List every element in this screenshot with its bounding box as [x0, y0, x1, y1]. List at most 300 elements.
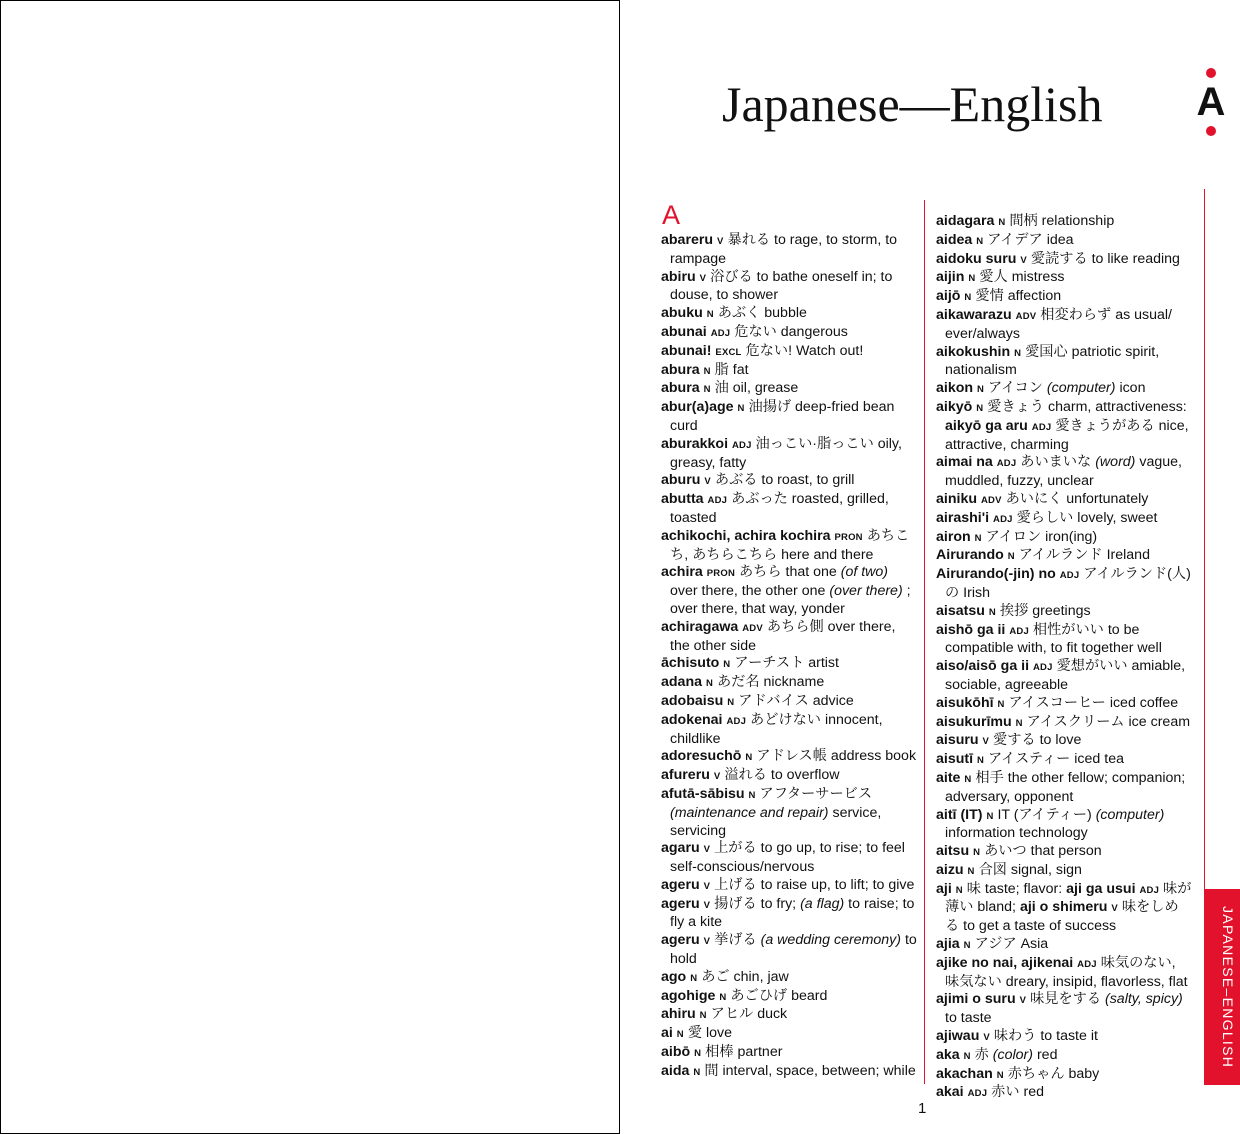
japanese-script: 愛人 — [979, 269, 1008, 286]
dictionary-entry — [661, 232, 919, 269]
part-of-speech: N — [968, 273, 976, 285]
dictionary-entry — [661, 896, 919, 933]
english-gloss: nice, attractive, charming — [945, 417, 1189, 453]
english-gloss: to hold — [670, 932, 917, 968]
english-gloss: that one — [785, 564, 837, 581]
japanese-script: 溢れる — [724, 767, 767, 784]
japanese-script: 危ない — [734, 323, 777, 340]
dictionary-entry — [936, 862, 1192, 881]
headword: ajiwau — [936, 1028, 980, 1045]
dictionary-entry — [661, 362, 919, 381]
dictionary-entry — [936, 1028, 1192, 1047]
page-frame-left — [0, 0, 1, 1134]
column-divider — [924, 200, 925, 1084]
part-of-speech: N — [1007, 551, 1015, 563]
headword: aitī (IT) — [936, 806, 983, 823]
english-gloss: bland; — [977, 899, 1016, 916]
part-of-speech: N — [690, 972, 698, 984]
headword: aburu — [661, 472, 701, 489]
headword: aikokushin — [936, 343, 1011, 360]
part-of-speech: V — [703, 899, 711, 911]
part-of-speech: ADJ — [707, 495, 728, 507]
usage-note: (of two) — [840, 564, 889, 581]
dictionary-entry — [936, 399, 1192, 454]
japanese-script: 合図 — [978, 861, 1007, 878]
japanese-script: 味 — [966, 880, 981, 897]
english-gloss: beard — [791, 987, 828, 1004]
part-of-speech: ADJ — [1077, 958, 1097, 970]
english-gloss: affection — [1007, 288, 1062, 305]
part-of-speech: N — [705, 678, 714, 690]
headword: abiru — [661, 268, 696, 285]
japanese-script: アドバイス — [738, 692, 809, 709]
part-of-speech: ADJ — [967, 1088, 988, 1100]
usage-note: (computer) — [1046, 380, 1116, 397]
dictionary-entry — [936, 732, 1192, 751]
dictionary-entry — [661, 840, 919, 877]
dictionary-entry — [936, 770, 1192, 807]
headword: ago — [661, 968, 687, 985]
english-gloss: Watch out! — [795, 342, 864, 359]
english-gloss: to like reading — [1091, 250, 1180, 267]
headword: aji o shimeru — [1019, 899, 1108, 916]
dictionary-entry — [936, 936, 1192, 955]
japanese-script: あだ名 — [716, 674, 760, 691]
headword: aji ga usui — [1066, 880, 1136, 897]
english-gloss: artist — [808, 655, 839, 672]
headword: aizu — [936, 861, 964, 878]
dictionary-entry — [661, 877, 919, 896]
headword: adana — [661, 674, 703, 691]
english-gloss: mistress — [1011, 269, 1065, 286]
part-of-speech: ADV — [742, 622, 763, 634]
part-of-speech: N — [996, 1069, 1004, 1081]
headword: ageru — [661, 895, 700, 912]
english-gloss: amiable, sociable, agreeable — [945, 658, 1186, 693]
japanese-script: アイロン — [985, 528, 1042, 545]
dictionary-entry — [661, 269, 919, 306]
part-of-speech: N — [693, 1066, 701, 1078]
headword: achiragawa — [661, 618, 739, 635]
headword: aikyō — [936, 398, 973, 415]
part-of-speech: N — [699, 1010, 707, 1022]
dictionary-entry — [936, 714, 1192, 733]
english-gloss: here and there — [781, 546, 874, 563]
japanese-script: あごひげ — [730, 987, 788, 1004]
english-gloss: to get a taste of success — [963, 918, 1117, 935]
japanese-script: 挨拶 — [999, 602, 1029, 619]
dictionary-entry — [936, 622, 1192, 659]
english-gloss: over there, the other side — [670, 618, 896, 654]
english-gloss: as usual/ ever/always — [945, 306, 1172, 342]
dictionary-entry — [936, 344, 1192, 381]
dictionary-entry — [661, 767, 919, 786]
japanese-script: アイルランド(人)の — [945, 566, 1191, 601]
dictionary-entry — [936, 269, 1192, 288]
english-gloss: chin, jaw — [733, 968, 789, 985]
japanese-script: 危ない! — [745, 342, 793, 359]
english-gloss: duck — [757, 1006, 788, 1023]
dictionary-entry — [936, 566, 1192, 603]
headword: akachan — [936, 1065, 993, 1082]
dictionary-entry — [661, 619, 919, 656]
part-of-speech: N — [723, 659, 731, 671]
japanese-script: あぶった — [731, 491, 788, 508]
headword: adokenai — [661, 711, 723, 728]
margin-rule — [1204, 189, 1205, 889]
part-of-speech: V — [703, 844, 711, 856]
part-of-speech: V — [983, 1032, 990, 1044]
dictionary-entry — [936, 658, 1192, 695]
part-of-speech: V — [699, 272, 707, 284]
headword: aitsu — [936, 843, 970, 860]
english-gloss: advice — [812, 692, 854, 709]
headword: aida — [661, 1062, 690, 1079]
japanese-script: 油 — [714, 380, 729, 397]
dictionary-entry — [936, 955, 1192, 992]
english-gloss: baby — [1068, 1065, 1100, 1082]
japanese-script: 揚げる — [714, 895, 757, 912]
dictionary-entry — [936, 213, 1192, 232]
headword: aikon — [936, 380, 974, 397]
part-of-speech: PRON — [706, 568, 736, 580]
dictionary-entry — [661, 472, 919, 491]
dictionary-entry — [661, 380, 919, 399]
english-gloss: unfortunately — [1066, 490, 1149, 507]
headword: aidea — [936, 231, 973, 248]
dictionary-entry — [661, 693, 919, 712]
headword: airashi'i — [936, 509, 990, 526]
part-of-speech: ADJ — [1009, 625, 1029, 637]
dictionary-entry — [936, 510, 1192, 529]
headword: afureru — [661, 767, 710, 784]
headword: aisukurīmu — [936, 713, 1012, 730]
part-of-speech: ADV — [1015, 310, 1037, 322]
dictionary-entry — [661, 932, 919, 969]
japanese-script: アイルランド — [1018, 547, 1103, 564]
part-of-speech: ADJ — [1033, 662, 1053, 674]
headword: achikochi, achira kochira — [661, 527, 831, 544]
dictionary-entry — [936, 1047, 1192, 1066]
dictionary-entry — [661, 528, 919, 565]
japanese-script: 間 — [704, 1062, 719, 1079]
english-gloss: oil, grease — [732, 380, 799, 397]
english-gloss: icon — [1119, 380, 1146, 397]
japanese-script: 油揚げ — [748, 399, 792, 416]
dictionary-entry — [936, 751, 1192, 770]
japanese-script: 油っこい·脂っこい — [755, 435, 874, 452]
japanese-script: あぶる — [714, 472, 758, 489]
headword: aisatsu — [936, 602, 985, 619]
english-gloss: fat — [732, 361, 749, 378]
japanese-script: 間柄 — [1009, 213, 1038, 229]
part-of-speech: N — [986, 810, 994, 822]
part-of-speech: N — [1015, 717, 1023, 729]
english-gloss: vague, muddled, fuzzy, unclear — [945, 454, 1182, 490]
dictionary-entry — [936, 251, 1192, 270]
english-gloss: information technology — [945, 825, 1088, 842]
english-gloss: iron(ing) — [1045, 528, 1098, 545]
headword: ageru — [661, 932, 700, 949]
headword: aisutī — [936, 751, 974, 768]
dictionary-entry — [936, 843, 1192, 862]
dictionary-entry — [661, 324, 919, 343]
headword: abunai! — [661, 342, 712, 359]
japanese-script: あご — [701, 968, 730, 985]
section-letter: A — [662, 200, 681, 230]
english-gloss: to be compatible with, to fit together well — [945, 621, 1162, 657]
english-gloss: roasted, grilled, toasted — [670, 491, 889, 526]
headword: afutā-sābisu — [661, 785, 745, 802]
dictionary-entry — [661, 1006, 919, 1025]
page-number: 1 — [918, 1100, 927, 1117]
dictionary-entry — [936, 1084, 1192, 1103]
headword: achira — [661, 564, 703, 581]
right-page — [620, 0, 1240, 1134]
japanese-script: あどけない — [750, 711, 821, 728]
page-title: Japanese—English — [722, 76, 1103, 132]
dictionary-entry — [936, 603, 1192, 622]
english-gloss: to love — [1039, 732, 1082, 749]
japanese-script: アーチスト — [734, 655, 805, 672]
japanese-script: あぶく — [717, 305, 761, 322]
usage-note: (over there) — [829, 583, 903, 600]
english-gloss: to rage, to storm, to rampage — [670, 232, 898, 267]
english-gloss: to fry; — [760, 895, 797, 912]
japanese-script: 味気のない, 味気ない — [945, 954, 1176, 990]
dictionary-entry — [936, 232, 1192, 251]
headword: abur(a)age — [661, 399, 734, 416]
part-of-speech: ADJ — [710, 327, 731, 339]
headword: ai — [661, 1025, 673, 1042]
japanese-script: 上がる — [714, 840, 757, 857]
english-gloss: to overflow — [770, 767, 840, 784]
dictionary-entry — [661, 436, 919, 473]
badge-dot-icon — [1206, 126, 1216, 136]
japanese-script: 挙げる — [714, 932, 757, 949]
headword: aisuru — [936, 732, 979, 749]
dictionary-entry — [936, 547, 1192, 566]
headword: aiso/aisō ga ii — [936, 658, 1030, 675]
headword: aijō — [936, 288, 961, 305]
english-gloss: love — [705, 1025, 732, 1042]
part-of-speech: N — [694, 1048, 702, 1060]
english-gloss: to roast, to grill — [761, 472, 855, 489]
english-gloss: iced coffee — [1109, 694, 1179, 711]
badge-letter: A — [1196, 80, 1226, 124]
japanese-script: 味が薄い — [945, 880, 1192, 916]
headword: aibō — [661, 1044, 691, 1061]
dictionary-entry — [661, 748, 919, 767]
japanese-script: 相性がいい — [1032, 621, 1104, 638]
headword: abutta — [661, 491, 704, 508]
headword: abura — [661, 361, 700, 378]
part-of-speech: N — [1014, 347, 1022, 359]
dictionary-entry — [936, 1066, 1192, 1085]
english-gloss: deep-fried bean curd — [670, 399, 895, 434]
english-gloss: Asia — [1020, 936, 1049, 953]
part-of-speech: V — [713, 771, 721, 783]
dictionary-entry — [661, 712, 919, 749]
headword: aite — [936, 769, 961, 786]
english-gloss: Irish — [963, 584, 990, 601]
part-of-speech: ADJ — [731, 439, 752, 451]
headword: aikawarazu — [936, 306, 1012, 323]
english-gloss: to taste — [945, 1010, 992, 1027]
headword: agaru — [661, 840, 700, 857]
japanese-script: 赤ちゃん — [1007, 1065, 1065, 1082]
headword: Airurando(-jin) no — [936, 566, 1056, 583]
english-gloss: red — [1036, 1046, 1058, 1063]
dictionary-entry — [936, 491, 1192, 510]
japanese-script: 愛きょうがある — [1055, 417, 1155, 434]
japanese-script: アイスクリーム — [1026, 713, 1125, 730]
japanese-script: 愛 — [687, 1025, 703, 1042]
dictionary-entry — [936, 991, 1192, 1028]
japanese-script: 赤い — [991, 1084, 1020, 1101]
dictionary-entry — [936, 529, 1192, 548]
japanese-script: あいつ — [984, 843, 1027, 860]
dictionary-entry — [661, 1025, 919, 1044]
headword: abura — [661, 380, 700, 397]
headword: aisukōhī — [936, 694, 994, 711]
english-gloss: to raise up, to lift; to give — [760, 876, 915, 893]
japanese-script: 相変わらず — [1040, 306, 1112, 323]
dictionary-entry — [661, 343, 919, 362]
part-of-speech: N — [976, 402, 984, 414]
part-of-speech: ADJ — [1031, 421, 1052, 433]
japanese-script: アヒル — [710, 1006, 754, 1023]
english-gloss: dangerous — [780, 323, 848, 340]
japanese-script: アイスティー — [988, 751, 1071, 768]
japanese-script: 相手 — [975, 769, 1004, 786]
headword: aijin — [936, 269, 965, 286]
english-gloss: to taste it — [1040, 1028, 1098, 1045]
dictionary-entry — [661, 491, 919, 528]
part-of-speech: ADJ — [1059, 570, 1080, 582]
part-of-speech: N — [727, 696, 735, 708]
part-of-speech: N — [964, 773, 972, 785]
usage-note: (a flag) — [800, 895, 845, 912]
part-of-speech: V — [1111, 903, 1118, 915]
headword: ainiku — [936, 490, 977, 507]
part-of-speech: N — [703, 384, 711, 396]
part-of-speech: N — [998, 217, 1006, 228]
japanese-script: あいまいな — [1020, 454, 1092, 471]
japanese-script: 浴びる — [710, 268, 753, 285]
english-gloss: nickname — [763, 674, 825, 691]
part-of-speech: V — [704, 476, 711, 488]
english-gloss: ; over there, that way, yonder — [670, 583, 911, 617]
part-of-speech: ADV — [980, 494, 1002, 506]
part-of-speech: N — [973, 847, 981, 859]
headword: airon — [936, 528, 971, 545]
english-gloss: red — [1023, 1084, 1044, 1101]
part-of-speech: N — [748, 789, 756, 801]
english-gloss: dreary, insipid, flavorless, flat — [1005, 973, 1188, 990]
dictionary-entry — [936, 881, 1192, 936]
dictionary-entry — [936, 288, 1192, 307]
headword: aji — [936, 880, 952, 897]
dictionary-entry — [936, 380, 1192, 399]
part-of-speech: N — [719, 991, 727, 1003]
english-gloss: iced tea — [1074, 751, 1124, 768]
dictionary-entry — [661, 786, 919, 840]
japanese-script: 味見をする — [1030, 991, 1102, 1008]
headword: aimai na — [936, 454, 993, 471]
english-gloss: to go up, to rise; to feel self-conscious/nervous — [670, 840, 905, 876]
headword: āchisuto — [661, 655, 720, 672]
usage-note: (word) — [1095, 454, 1136, 471]
headword: abunai — [661, 323, 707, 340]
part-of-speech: V — [1019, 995, 1027, 1007]
japanese-script: 暴れる — [727, 232, 771, 248]
japanese-script: あいにく — [1005, 490, 1063, 507]
part-of-speech: N — [967, 865, 975, 877]
dictionary-entry — [661, 655, 919, 674]
english-gloss: idea — [1046, 231, 1074, 248]
section-badge — [1192, 66, 1232, 142]
english-gloss: signal, sign — [1010, 861, 1082, 878]
japanese-script: 脂 — [714, 361, 729, 378]
part-of-speech: V — [703, 880, 711, 892]
dictionary-entry — [661, 1063, 919, 1082]
side-tab-label: JAPANESE–ENGLISH — [1220, 905, 1236, 1069]
headword: aidagara — [936, 213, 995, 229]
japanese-script: あちら — [738, 564, 782, 581]
part-of-speech: N — [997, 698, 1005, 710]
dictionary-entry — [661, 988, 919, 1007]
japanese-script: 愛情 — [975, 288, 1004, 305]
part-of-speech: N — [988, 606, 996, 618]
japanese-script: 愛らしい — [1016, 509, 1074, 526]
headword: akai — [936, 1084, 964, 1101]
japanese-script: アドレス帳 — [756, 748, 827, 765]
part-of-speech: N — [703, 365, 711, 377]
english-gloss: ice cream — [1128, 713, 1191, 730]
dictionary-entry — [661, 564, 919, 618]
headword: adobaisu — [661, 692, 724, 709]
headword: aburakkoi — [661, 435, 729, 452]
part-of-speech: V — [1020, 254, 1027, 266]
headword: ajike no nai, ajikenai — [936, 954, 1074, 971]
english-gloss: bubble — [764, 305, 807, 322]
dictionary-entry — [661, 305, 919, 324]
part-of-speech: N — [955, 884, 963, 896]
japanese-script: アイスコーヒー — [1008, 694, 1106, 711]
japanese-script: アフターサービス — [759, 785, 873, 802]
japanese-script: アジア — [974, 936, 1017, 953]
part-of-speech: N — [976, 235, 984, 247]
part-of-speech: V — [717, 236, 724, 247]
part-of-speech: N — [964, 292, 972, 304]
part-of-speech: N — [676, 1029, 684, 1041]
headword: adoresuchō — [661, 748, 742, 765]
dictionary-entry — [936, 807, 1192, 844]
side-tab — [1204, 889, 1240, 1085]
english-gloss: innocent, childlike — [670, 711, 883, 747]
japanese-script: 上げる — [714, 876, 757, 893]
english-gloss: taste; flavor: — [984, 880, 1063, 897]
headword: aishō ga ii — [936, 621, 1006, 638]
badge-dot-icon — [1206, 68, 1216, 78]
dictionary-entry — [936, 307, 1192, 344]
dictionary-entry — [936, 454, 1192, 491]
japanese-script: 愛する — [993, 732, 1036, 749]
part-of-speech: V — [982, 736, 990, 748]
japanese-script: IT (アイティー) — [997, 806, 1092, 823]
part-of-speech: N — [963, 940, 971, 952]
